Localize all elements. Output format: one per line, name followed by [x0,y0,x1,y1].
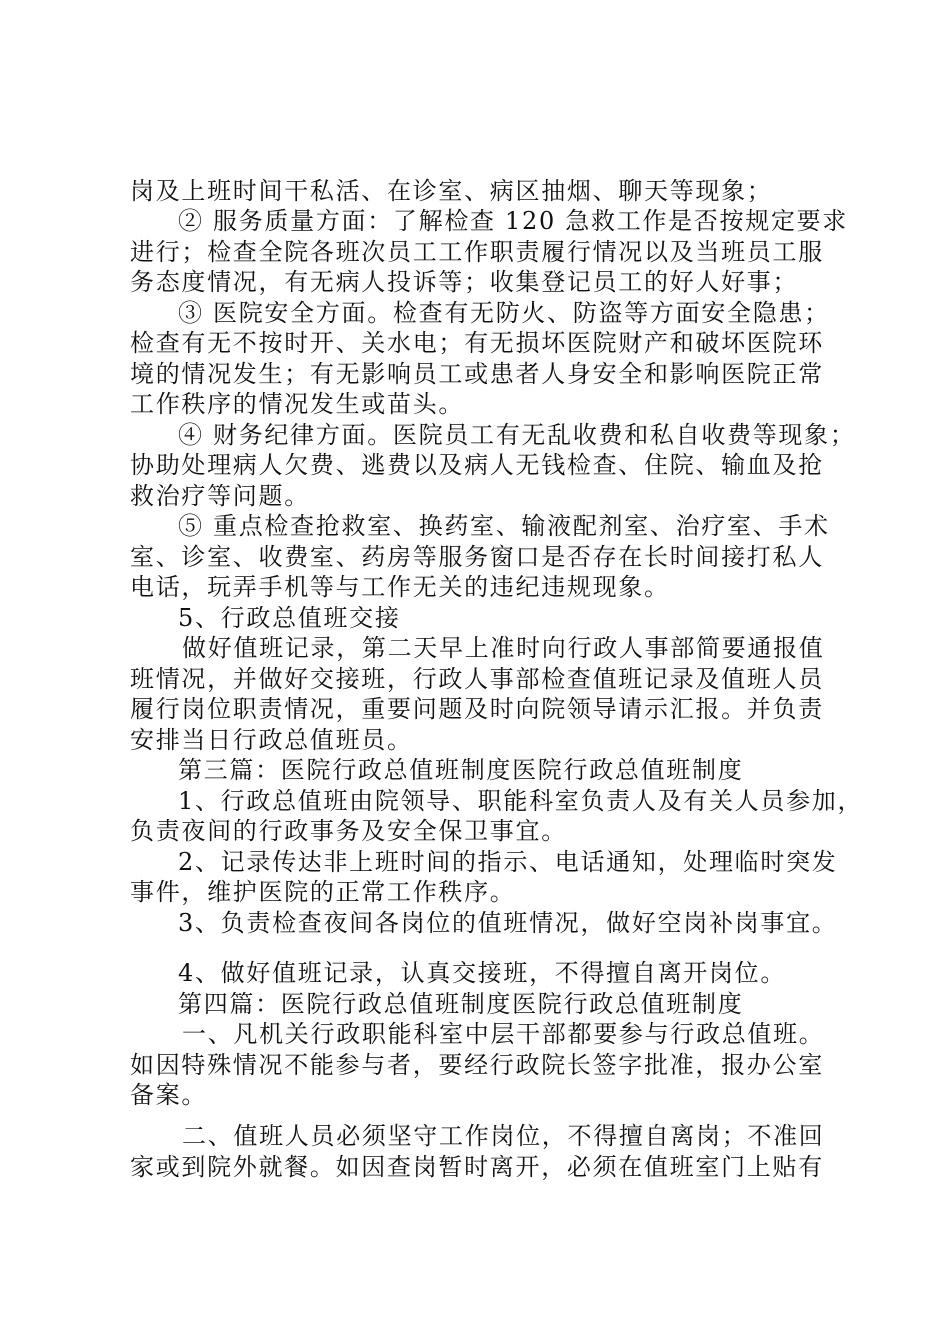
paragraph-line: 事件，维护医院的正常工作秩序。 [130,878,516,906]
paragraph-line: 进行；检查全院各班次员工工作职责履行情况以及当班员工服 [130,238,824,266]
paragraph-line: 电话，玩弄手机等与工作无关的违纪违规现象。 [130,573,670,601]
paragraph-line: 工作秩序的情况发生或苗头。 [130,390,465,418]
paragraph-line: 3、负责检查夜间各岗位的值班情况，做好空岗补岗事宜。 [178,909,838,937]
paragraph-line: 救治疗等问题。 [130,482,310,510]
paragraph-line: 做好值班记录，第二天早上准时向行政人事部简要通报值 [182,634,825,662]
paragraph-line: 履行岗位职责情况，重要问题及时向院领导请示汇报。并负责 [130,695,824,723]
paragraph-line: 岗及上班时间干私活、在诊室、病区抽烟、聊天等现象； [130,177,773,205]
paragraph-line: 务态度情况，有无病人投诉等；收集登记员工的好人好事； [130,268,799,296]
paragraph-line: 一、凡机关行政职能科室中层干部都要参与行政总值班。 [182,1020,825,1048]
section-heading: 5、行政总值班交接 [178,604,401,632]
paragraph-line: ④ 财务纪律方面。医院员工有无乱收费和私自收费等现象； [178,421,856,449]
paragraph-line: 检查有无不按时开、关水电；有无损坏医院财产和破坏医院环 [130,329,824,357]
paragraph-line: 二、值班人员必须坚守工作岗位，不得擅自离岗；不准回 [182,1122,825,1150]
paragraph-line: ② 服务质量方面：了解检查 120 急救工作是否按规定要求 [178,207,848,235]
paragraph-line: ⑤ 重点检查抢救室、换药室、输液配剂室、治疗室、手术 [178,512,830,540]
paragraph-line: 协助处理病人欠费、逃费以及病人无钱检查、住院、输血及抢 [130,451,824,479]
paragraph-line: ③ 医院安全方面。检查有无防火、防盗等方面安全隐患； [178,299,830,327]
chapter-heading: 第四篇：医院行政总值班制度医院行政总值班制度 [178,990,744,1018]
paragraph-line: 境的情况发生；有无影响员工或患者人身安全和影响医院正常 [130,360,824,388]
paragraph-line: 室、诊室、收费室、药房等服务窗口是否存在长时间接打私人 [130,543,824,571]
paragraph-line: 负责夜间的行政事务及安全保卫事宜。 [130,817,567,845]
paragraph-line: 1、行政总值班由院领导、职能科室负责人及有关人员参加， [178,787,864,815]
paragraph-line: 家或到院外就餐。如因查岗暂时离开，必须在值班室门上贴有 [130,1153,824,1181]
chapter-heading: 第三篇：医院行政总值班制度医院行政总值班制度 [178,756,744,784]
paragraph-line: 备案。 [130,1081,208,1109]
paragraph-line: 班情况，并做好交接班，行政人事部检查值班记录及值班人员 [130,665,824,693]
paragraph-line: 4、做好值班记录，认真交接班，不得擅自离开岗位。 [178,959,787,987]
paragraph-line: 如因特殊情况不能参与者，要经行政院长签字批准，报办公室 [130,1051,824,1079]
paragraph-line: 安排当日行政总值班员。 [130,726,413,754]
paragraph-line: 2、记录传达非上班时间的指示、电话通知，处理临时突发 [178,848,838,876]
